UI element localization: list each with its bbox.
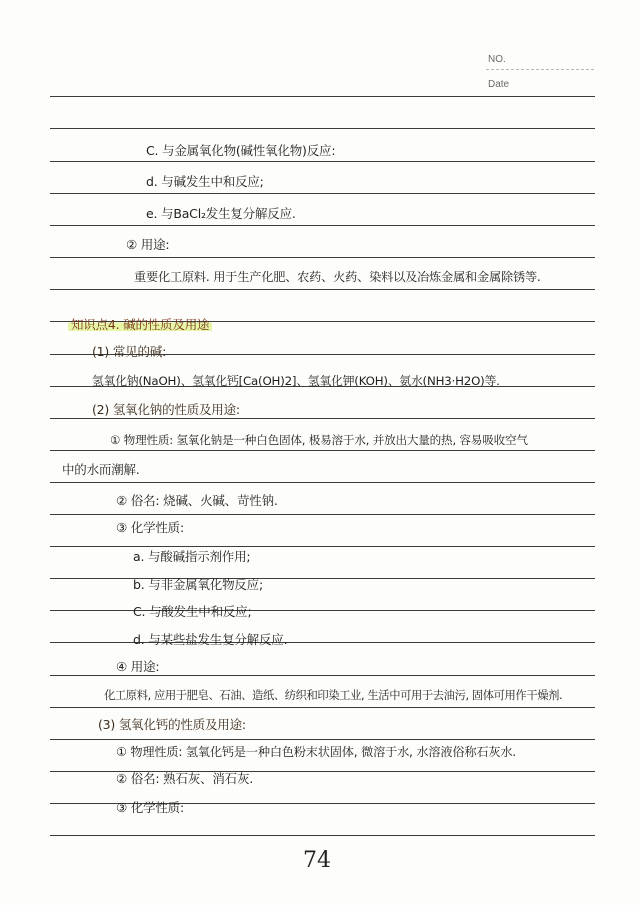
section-heading-text: 知识点4. 碱的性质及用途 xyxy=(68,317,212,332)
page-number: 74 xyxy=(303,848,331,873)
note-line: C. 与金属氧化物(碱性氧化物)反应: xyxy=(146,143,336,158)
rule-line xyxy=(50,739,595,740)
note-line: 氢氧化钠(NaOH)、氢氧化钙[Ca(OH)2]、氢氧化钾(KOH)、氨水(NH3·H2O)等. xyxy=(92,374,500,388)
rule-line xyxy=(50,257,595,258)
section-heading xyxy=(68,317,212,333)
note-line: d. 与某些盐发生复分解反应. xyxy=(133,632,288,647)
rule-line xyxy=(50,578,595,579)
rule-line xyxy=(50,482,595,483)
rule-line xyxy=(50,642,595,643)
rule-line xyxy=(50,610,595,611)
note-line: ④ 用途: xyxy=(116,659,160,674)
rule-line xyxy=(50,161,595,162)
rule-line xyxy=(50,514,595,515)
note-line: ② 俗名: 熟石灰、消石灰. xyxy=(116,771,254,786)
no-line xyxy=(486,69,594,70)
note-line: b. 与非金属氧化物反应; xyxy=(133,577,263,592)
note-line: 化工原料, 应用于肥皂、石油、造纸、纺织和印染工业, 生活中可用于去油污, 固体可用作干燥剂. xyxy=(104,689,563,702)
note-line: C. 与酸发生中和反应; xyxy=(133,604,252,619)
subheading: (3) 氢氧化钙的性质及用途: xyxy=(98,717,246,732)
rule-line xyxy=(50,96,595,97)
note-line: d. 与碱发生中和反应; xyxy=(146,174,264,189)
note-line: a. 与酸碱指示剂作用; xyxy=(133,549,251,564)
rule-line xyxy=(50,450,595,451)
rule-line xyxy=(50,707,595,708)
subheading: (2) 氢氧化钠的性质及用途: xyxy=(92,402,240,417)
date-label: Date xyxy=(488,79,510,90)
rule-line xyxy=(50,128,595,129)
rule-line xyxy=(50,675,595,676)
note-line: 中的水而潮解. xyxy=(62,462,140,477)
rule-line xyxy=(50,835,595,836)
note-line: ③ 化学性质: xyxy=(116,520,184,535)
rule-line xyxy=(50,418,595,419)
note-line: e. 与BaCl₂发生复分解反应. xyxy=(146,206,296,221)
no-label: NO. xyxy=(488,54,506,65)
note-line: ② 俗名: 烧碱、火碱、苛性钠. xyxy=(116,493,278,508)
rule-line xyxy=(50,546,595,547)
rule-line xyxy=(50,289,595,290)
rule-line xyxy=(50,225,595,226)
rule-line xyxy=(50,193,595,194)
subheading: (1) 常见的碱: xyxy=(92,344,167,359)
note-line: ① 物理性质: 氢氧化钠是一种白色固体, 极易溶于水, 并放出大量的热, 容易吸收空气 xyxy=(110,433,528,447)
note-line: 重要化工原料. 用于生产化肥、农药、火药、染料以及冶炼金属和金属除锈等. xyxy=(134,270,541,284)
note-line: ① 物理性质: 氢氧化钙是一种白色粉末状固体, 微溶于水, 水溶液俗称石灰水. xyxy=(116,745,516,759)
note-line: ③ 化学性质: xyxy=(116,800,184,815)
note-line: ② 用途: xyxy=(126,237,170,252)
